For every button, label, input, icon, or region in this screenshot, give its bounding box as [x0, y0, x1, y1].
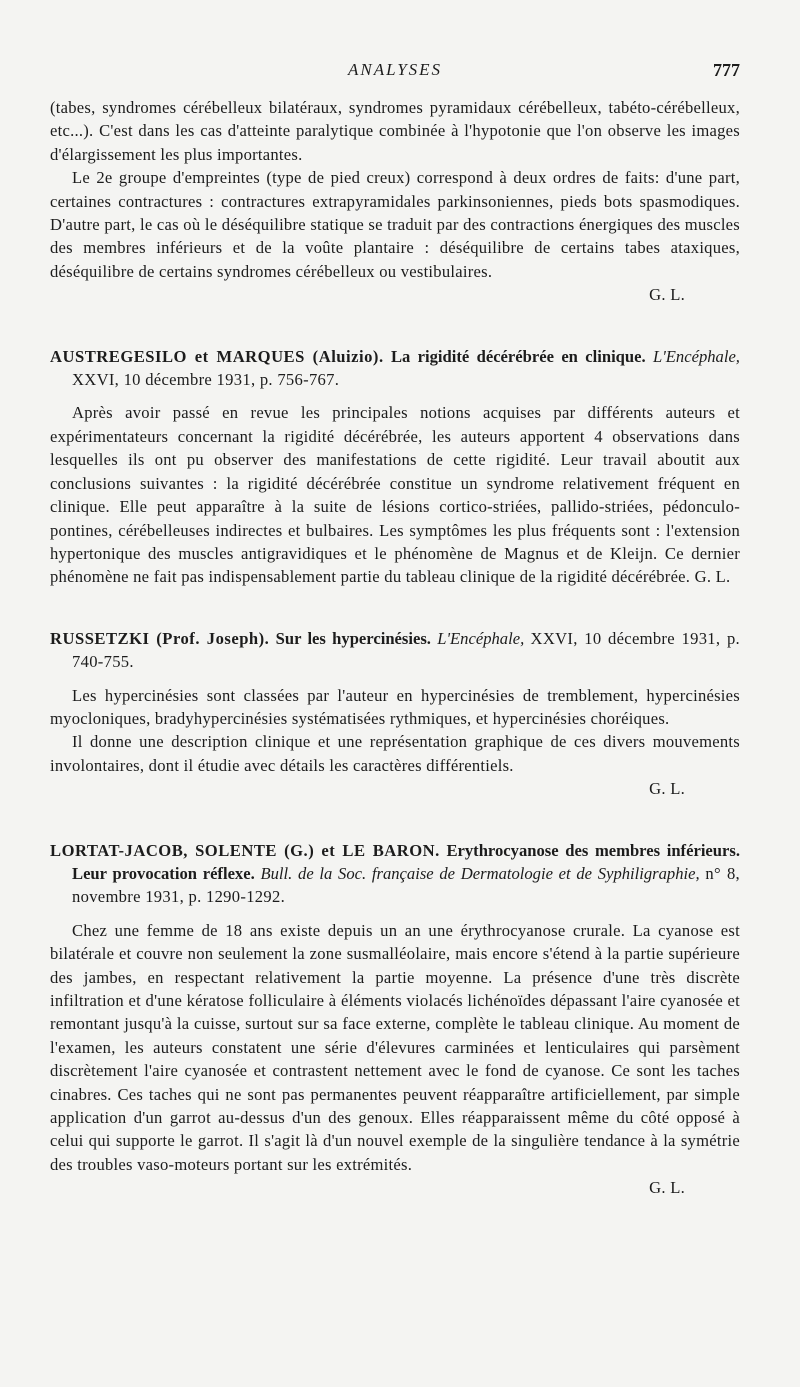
article-heading [50, 839, 740, 909]
article-paragraph: Il donne une description clinique et une représentation graphique de ces divers mouvements involontaires, dont il étudie avec détails les caractères différentiels. [50, 732, 740, 775]
article-details: XXVI, 10 décembre 1931, p. 756-767. [72, 370, 340, 390]
article-details: n° 8, novembre 1931, p. 1290-1292. [72, 863, 740, 907]
article-title: La rigidité décérébrée en clinique. [390, 346, 646, 366]
article-russetzki [50, 627, 740, 801]
intro-paragraph-2: Le 2e groupe d'empreintes (type de pied creux) correspond à deux ordres de faits: d'une part, certaines contractures : contractures extrapyramidales parkinsoniennes, pieds bots spasmodiques. D'autre part, le cas où le déséquilibre statique se traduit par des contractions énergiques des muscles des membres inférieurs et de la voûte plantaire : déséquilibre de certains tabes ataxiques, déséquilibre de certains syndromes cérébelleux ou vestibulaires. [50, 168, 740, 281]
article-heading [50, 345, 740, 392]
article-austregesilo [50, 345, 740, 589]
page-number: 777 [713, 60, 740, 80]
article-authors: RUSSETZKI (Prof. Joseph). [50, 628, 270, 648]
article-lortat-jacob [50, 839, 740, 1200]
running-title: ANALYSES [347, 60, 443, 79]
intro-signature: G. L. [649, 285, 685, 305]
article-source: Bull. de la Soc. française de Dermatologie et de Syphiligraphie, [260, 863, 700, 883]
article-source: L'Encéphale, [437, 628, 525, 648]
article-authors: LORTAT-JACOB, SOLENTE (G.) et LE BARON. [50, 840, 440, 860]
article-signature: G. L. [649, 1178, 685, 1198]
article-title: Sur les hypercinésies. [275, 628, 431, 648]
page-header [50, 60, 740, 84]
article-details: XXVI, 10 décembre 1931, p. 740-755. [72, 628, 740, 672]
article-paragraph: Les hypercinésies sont classées par l'auteur en hypercinésies de tremblement, hypercinésies myocloniques, bradyhypercinésies systématisées rythmiques, et hypercinésies choréiques. [50, 685, 740, 728]
article-heading [50, 627, 740, 674]
article-paragraph: Chez une femme de 18 ans existe depuis un an une érythrocyanose crurale. La cyanose est bilatérale et couvre non seulement la zone susmalléolaire, mais encore s'étend à la partie supérieure des jambes, en respectant relativement la partie moyenne. La présence d'une très discrète infiltration et d'une kératose folliculaire à éléments violacés lichénoïdes dépassant l'aire cyanosée et remontant jusqu'à la cuisse, surtout sur sa face externe, complète le tableau clinique. Au moment de l'examen, les auteurs constatent une série d'élevures carminées et lenticulaires qui parsèment discrètement l'aire cyanosée et contrastent nettement avec le fond de cyanose. Ce sont les taches cinabres. Ces taches qui ne sont pas permanentes peuvent réapparaître artificiellement, par simple application d'un garrot au-dessus d'un des genoux. Elles réapparaissent même du côté opposé à celui qui supporte le garrot. Il s'agit là d'un nouvel exemple de la singulière tendance à la symétrie des troubles vaso-moteurs portant sur les extrémités. [50, 920, 740, 1174]
intro-paragraph-1: (tabes, syndromes cérébelleux bilatéraux, syndromes pyramidaux cérébelleux, tabéto-cérébelleux, etc...). C'est dans les cas d'atteinte paralytique combinée à l'hypotonie que l'on observe les images d'élargissement les plus importantes. [50, 98, 740, 164]
article-title: Erythrocyanose des membres inférieurs. Leur provocation réflexe. [72, 840, 740, 883]
article-source: L'Encéphale, [653, 346, 740, 366]
page-body [50, 96, 740, 1200]
article-signature: G. L. [649, 779, 685, 799]
article-paragraph: Après avoir passé en revue les principales notions acquises par différents auteurs et expérimentateurs concernant la rigidité décérébrée, les auteurs apportent 4 observations dans lesquelles ils ont pu observer des manifestations de cette rigidité. Leur travail aboutit aux conclusions suivantes : la rigidité décérébrée constitue un syndrome relativement fréquent en clinique. Elle peut apparaître à la suite de lésions cortico-striées, pallido-striées, pédonculo-pontines, cérébelleuses indirectes et bulbaires. Les symptômes les plus fréquents sont : l'extension hypertonique des muscles antigravidiques et le phénomène de Magnus et de Kleijn. Ce dernier phénomène ne fait pas indispensablement partie du tableau clinique de la rigidité décérébrée. G. L. [50, 403, 740, 587]
article-authors: AUSTREGESILO et MARQUES (Aluizio). [50, 346, 384, 366]
